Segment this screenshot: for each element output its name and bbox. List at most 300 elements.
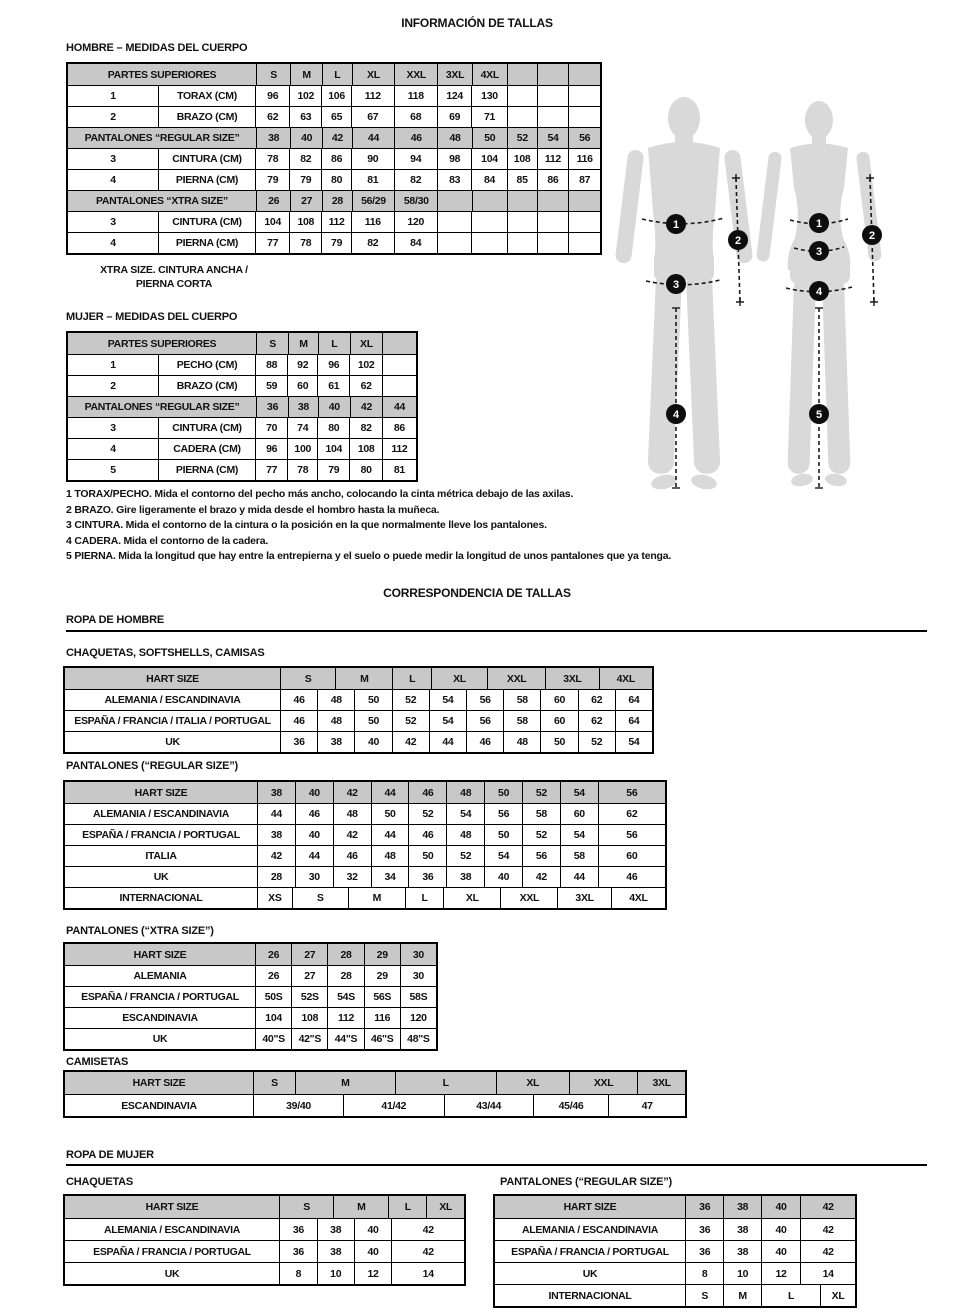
man-badge-3: 3 <box>672 279 680 291</box>
table-cell: 52 <box>408 804 446 824</box>
table-cell: 4XL <box>599 668 652 689</box>
table-cell: 41/42 <box>343 1095 444 1116</box>
table-cell: 56 <box>598 782 665 803</box>
table-cell: 116 <box>351 212 393 232</box>
table-cell: HART SIZE <box>133 948 187 961</box>
table-cell: 58 <box>503 690 540 710</box>
table-cell: ALEMANIA <box>133 970 187 982</box>
table-cell: BRAZO (CM) <box>158 376 255 396</box>
table-row <box>495 1218 855 1240</box>
table-cell <box>537 191 569 211</box>
men-pants-regular-size-table <box>63 780 667 910</box>
table-cell: 42 <box>350 397 382 417</box>
table-cell: 29 <box>364 944 400 965</box>
table-cell: XXL <box>394 64 437 85</box>
xtra-size-note <box>66 263 282 291</box>
table-cell: 84 <box>471 170 506 190</box>
table-cell: 36 <box>408 867 446 887</box>
table-cell: PIERNA (CM) <box>158 460 255 480</box>
table-row <box>65 1028 436 1049</box>
table-cell: 36 <box>685 1241 723 1262</box>
table-header-row <box>495 1196 855 1218</box>
table-cell: 44 <box>352 128 394 148</box>
table-cell: ALEMANIA / ESCANDINAVIA <box>103 1223 241 1236</box>
table-cell: 48 <box>446 825 484 845</box>
table-cell: 36 <box>279 1241 317 1262</box>
table-cell: 96 <box>255 439 287 459</box>
men-section-divider <box>66 630 927 632</box>
table-cell: 28 <box>257 867 295 887</box>
table-cell: 38 <box>723 1241 761 1262</box>
table-cell: 12 <box>761 1263 800 1284</box>
table-cell: PARTES SUPERIORES <box>107 337 217 350</box>
table-cell: PANTALONES “REGULAR SIZE” <box>84 401 240 413</box>
table-cell: 46 <box>408 825 446 845</box>
table-cell: 48 <box>317 690 354 710</box>
table-cell: 48 <box>503 732 540 752</box>
table-cell: 100 <box>287 439 317 459</box>
table-row <box>495 1262 855 1284</box>
table-cell: 58/30 <box>394 191 437 211</box>
table-cell: BRAZO (CM) <box>158 107 255 127</box>
table-cell: 38 <box>446 867 484 887</box>
table-cell: L <box>388 1196 426 1218</box>
table-cell: 116 <box>364 1008 400 1028</box>
table-cell: 112 <box>537 149 569 169</box>
table-header-row <box>68 190 600 211</box>
note-line-2: 2 BRAZO. Gire ligeramente el brazo y mida desde el hombro hasta la muñeca. <box>66 503 440 516</box>
table-cell: 30 <box>295 867 333 887</box>
man-badge-2: 2 <box>734 235 742 247</box>
table-cell: 80 <box>317 418 349 438</box>
table-cell <box>507 212 537 232</box>
page-title: INFORMACIÓN DE TALLAS <box>401 16 553 30</box>
table-cell: 86 <box>537 170 569 190</box>
table-cell: PIERNA (CM) <box>158 233 255 253</box>
table-cell: 106 <box>321 86 351 106</box>
table-cell: 80 <box>321 170 351 190</box>
table-cell: PIERNA (CM) <box>158 170 255 190</box>
table-cell: 42 <box>800 1219 855 1240</box>
table-cell: 104 <box>317 439 349 459</box>
table-cell: ESPAÑA / FRANCIA / PORTUGAL <box>93 1245 251 1258</box>
table-cell: UK <box>165 736 180 748</box>
table-cell: 42 <box>522 867 560 887</box>
table-cell: 30 <box>400 966 436 986</box>
table-cell <box>437 233 471 253</box>
women-body-measurements-table <box>66 331 418 482</box>
table-cell: 54 <box>560 825 598 845</box>
women-pants-regular-size-table <box>493 1194 857 1308</box>
table-cell: 81 <box>351 170 393 190</box>
table-header-row <box>65 944 436 965</box>
table-cell: 63 <box>289 107 321 127</box>
table-cell: 58 <box>560 846 598 866</box>
table-row <box>68 106 600 127</box>
table-cell: XL <box>426 1196 464 1218</box>
table-cell: PANTALONES “XTRA SIZE” <box>95 195 229 207</box>
table-row <box>65 1218 464 1240</box>
table-cell: M <box>295 1072 395 1094</box>
table-cell: L <box>322 64 352 85</box>
table-cell <box>537 107 569 127</box>
table-header-row <box>68 396 416 417</box>
table-cell: 32 <box>333 867 371 887</box>
table-row <box>65 866 665 887</box>
table-cell: 82 <box>351 233 393 253</box>
table-cell: 4 <box>110 237 116 249</box>
table-cell: ALEMANIA / ESCANDINAVIA <box>92 808 230 820</box>
table-cell: 38 <box>257 782 295 803</box>
table-cell: ESCANDINAVIA <box>122 1012 198 1024</box>
table-cell: 26 <box>255 966 291 986</box>
table-row <box>65 731 652 752</box>
table-cell: CADERA (CM) <box>158 439 255 459</box>
table-row <box>495 1240 855 1262</box>
table-cell: 60 <box>598 846 665 866</box>
woman-badge-4: 4 <box>815 286 823 298</box>
table-cell: XL <box>820 1285 855 1306</box>
table-row <box>65 803 665 824</box>
table-cell: 78 <box>255 149 289 169</box>
table-cell: 48"S <box>400 1029 436 1049</box>
table-cell: XS <box>257 888 292 908</box>
table-cell: 42 <box>257 846 295 866</box>
table-cell: 79 <box>255 170 289 190</box>
note-line-4: 4 CADERA. Mida el contorno de la cadera. <box>66 534 269 547</box>
table-cell: 36 <box>256 397 288 417</box>
table-cell: 58 <box>522 804 560 824</box>
man-silhouette <box>615 97 754 492</box>
table-cell: ITALIA <box>145 850 177 862</box>
table-cell: 120 <box>400 1008 436 1028</box>
table-cell: M <box>290 64 322 85</box>
table-cell: 4XL <box>611 888 665 908</box>
table-cell: 48 <box>437 128 471 148</box>
table-cell: 38 <box>317 732 354 752</box>
table-row <box>68 169 600 190</box>
table-cell <box>537 233 569 253</box>
men-jackets-label: CHAQUETAS, SOFTSHELLS, CAMISAS <box>66 647 265 659</box>
table-cell: 69 <box>437 107 471 127</box>
table-cell: 42 <box>322 128 352 148</box>
table-cell <box>507 64 537 85</box>
table-cell: 40 <box>295 825 333 845</box>
table-cell: 14 <box>391 1263 464 1284</box>
table-cell: 52 <box>578 732 615 752</box>
men-pants-regular-label: PANTALONES (“REGULAR SIZE”) <box>66 760 239 772</box>
table-cell: HART SIZE <box>132 1077 186 1089</box>
table-cell: 96 <box>255 86 289 106</box>
table-cell: 54S <box>327 987 363 1007</box>
table-cell: 30 <box>400 944 436 965</box>
table-cell: 98 <box>437 149 471 169</box>
table-header-row <box>68 333 416 354</box>
table-cell: INTERNACIONAL <box>119 892 203 904</box>
table-cell: UK <box>582 1267 598 1280</box>
table-row <box>65 1262 464 1284</box>
women-body-heading: MUJER – MEDIDAS DEL CUERPO <box>66 311 238 323</box>
men-tshirts-size-table <box>63 1070 687 1118</box>
table-cell: 108 <box>349 439 381 459</box>
table-cell: HART SIZE <box>146 672 199 685</box>
table-cell: 36 <box>685 1219 723 1240</box>
table-cell: 90 <box>351 149 393 169</box>
table-row <box>65 887 665 908</box>
table-cell: 1 <box>110 359 116 371</box>
table-cell: 78 <box>289 233 321 253</box>
table-cell: 40 <box>295 782 333 803</box>
table-row <box>68 85 600 106</box>
table-cell: M <box>335 668 392 689</box>
table-cell: 48 <box>446 782 484 803</box>
table-cell: 85 <box>507 170 537 190</box>
table-row <box>68 211 600 232</box>
table-cell: ESPAÑA / FRANCIA / PORTUGAL <box>81 991 239 1003</box>
table-cell: 79 <box>321 233 351 253</box>
table-cell <box>437 212 471 232</box>
woman-badge-5: 5 <box>815 409 823 421</box>
table-cell: S <box>280 668 335 689</box>
table-cell: 46"S <box>364 1029 400 1049</box>
table-cell <box>507 233 537 253</box>
table-cell: 50 <box>540 732 577 752</box>
table-cell: 108 <box>507 149 537 169</box>
table-cell: 102 <box>349 355 381 375</box>
table-cell: 42 <box>333 825 371 845</box>
table-cell: XL <box>443 888 500 908</box>
table-cell: PANTALONES “REGULAR SIZE” <box>84 132 240 144</box>
table-cell: 52 <box>522 825 560 845</box>
men-pants-xtra-label: PANTALONES (“XTRA SIZE”) <box>66 925 214 937</box>
table-row <box>68 438 416 459</box>
table-cell: 67 <box>351 107 393 127</box>
table-cell: XXL <box>500 888 557 908</box>
table-cell: 3XL <box>437 64 471 85</box>
table-cell: 36 <box>685 1196 723 1218</box>
table-cell: CINTURA (CM) <box>158 212 255 232</box>
table-cell: 50 <box>354 690 391 710</box>
table-cell: 120 <box>394 212 437 232</box>
table-cell <box>537 64 569 85</box>
women-pants-regular-label: PANTALONES (“REGULAR SIZE”) <box>500 1176 673 1188</box>
table-cell: 54 <box>615 732 652 752</box>
table-cell: 42 <box>391 1241 464 1262</box>
table-cell <box>568 86 600 106</box>
table-cell <box>382 376 416 396</box>
table-cell: ALEMANIA / ESCANDINAVIA <box>521 1223 659 1236</box>
table-row <box>65 965 436 986</box>
table-cell: 2 <box>110 111 116 123</box>
table-cell: 46 <box>333 846 371 866</box>
table-cell: 54 <box>484 846 522 866</box>
table-cell: 58S <box>400 987 436 1007</box>
xtra-size-note-line2: PIERNA CORTA <box>135 278 213 290</box>
table-cell: 40 <box>318 397 350 417</box>
table-row <box>68 354 416 375</box>
table-row <box>65 845 665 866</box>
woman-badge-2: 2 <box>868 230 876 242</box>
table-cell: 79 <box>289 170 321 190</box>
table-cell: 112 <box>321 212 351 232</box>
xtra-size-note-line1: XTRA SIZE. CINTURA ANCHA / <box>100 264 248 276</box>
table-cell <box>568 191 600 211</box>
table-cell: 50S <box>255 987 291 1007</box>
table-cell <box>568 64 600 85</box>
table-cell: 44 <box>257 804 295 824</box>
table-cell: HART SIZE <box>563 1201 617 1213</box>
table-cell: 112 <box>327 1008 363 1028</box>
table-header-row <box>65 782 665 803</box>
table-cell <box>437 191 471 211</box>
table-cell: XL <box>431 668 487 689</box>
table-cell: 84 <box>394 233 437 253</box>
table-cell: 38 <box>288 397 318 417</box>
table-cell: 50 <box>408 846 446 866</box>
table-cell <box>382 333 416 354</box>
table-cell: 42 <box>391 1219 464 1240</box>
table-cell: 87 <box>568 170 600 190</box>
table-row <box>65 1240 464 1262</box>
table-header-row <box>65 668 652 689</box>
table-cell: 47 <box>608 1095 685 1116</box>
table-cell: 88 <box>255 355 287 375</box>
table-row <box>65 710 652 731</box>
table-cell: 96 <box>317 355 349 375</box>
table-header-row <box>68 64 600 85</box>
table-cell: 56 <box>598 825 665 845</box>
table-cell: PARTES SUPERIORES <box>107 68 217 81</box>
table-cell: ESPAÑA / FRANCIA / PORTUGAL <box>82 829 240 841</box>
table-cell: 50 <box>354 711 391 731</box>
table-cell: 27 <box>291 966 327 986</box>
table-cell: 102 <box>289 86 321 106</box>
table-cell: 42 <box>392 732 429 752</box>
table-cell: S <box>685 1285 723 1306</box>
men-pants-xtra-size-table <box>63 942 438 1051</box>
table-cell: 50 <box>484 782 522 803</box>
table-cell <box>471 212 506 232</box>
table-cell: 44 <box>371 782 409 803</box>
correspondence-heading: CORRESPONDENCIA DE TALLAS <box>383 586 571 600</box>
table-cell: 82 <box>289 149 321 169</box>
table-cell: 112 <box>351 86 393 106</box>
table-cell: 38 <box>723 1196 761 1218</box>
table-row <box>68 148 600 169</box>
table-cell: 86 <box>321 149 351 169</box>
note-line-3: 3 CINTURA. Mida el contorno de la cintura o la posición en la que normalmente lleve los pantalones. <box>66 519 547 532</box>
table-cell: 42"S <box>291 1029 327 1049</box>
table-cell: 61 <box>317 376 349 396</box>
table-cell: 27 <box>290 191 322 211</box>
table-cell: XL <box>352 64 394 85</box>
table-cell: 56 <box>568 128 600 148</box>
table-cell: 40 <box>354 1241 392 1262</box>
table-cell: 50 <box>371 804 409 824</box>
table-cell: XL <box>350 333 382 354</box>
table-cell: 45/46 <box>533 1095 609 1116</box>
table-cell: 44 <box>371 825 409 845</box>
table-cell: 80 <box>349 460 381 480</box>
table-cell: HART SIZE <box>134 786 188 799</box>
table-cell: 60 <box>287 376 317 396</box>
table-cell: 46 <box>408 782 446 803</box>
table-cell: 46 <box>280 711 317 731</box>
note-line-5: 5 PIERNA. Mida la longitud que hay entre la entrepierna y el suelo o puede medir la longitud de unos pantalones que ya tenga. <box>66 550 672 563</box>
table-cell: 52 <box>507 128 537 148</box>
table-cell: TORAX (CM) <box>158 86 255 106</box>
table-cell: 46 <box>280 690 317 710</box>
table-cell: L <box>392 668 430 689</box>
man-badge-4: 4 <box>672 409 680 421</box>
table-cell: ESPAÑA / FRANCIA / ITALIA / PORTUGAL <box>74 715 271 727</box>
table-cell: 34 <box>371 867 409 887</box>
table-cell: 62 <box>255 107 289 127</box>
table-row <box>68 459 416 480</box>
table-cell: 4XL <box>472 64 507 85</box>
table-cell: S <box>292 888 348 908</box>
table-cell: HART SIZE <box>145 1201 199 1213</box>
table-cell: M <box>288 333 318 354</box>
table-cell: 74 <box>287 418 317 438</box>
table-cell: L <box>318 333 350 354</box>
table-cell: 40 <box>290 128 322 148</box>
table-cell <box>471 233 506 253</box>
table-cell: 94 <box>394 149 437 169</box>
table-cell: 26 <box>255 944 291 965</box>
table-cell: 112 <box>382 439 416 459</box>
body-measurement-figures <box>612 92 952 497</box>
table-cell: 40 <box>354 732 391 752</box>
table-cell: 92 <box>287 355 317 375</box>
table-cell: 68 <box>394 107 437 127</box>
table-cell: 52 <box>392 711 429 731</box>
table-cell: 77 <box>255 460 287 480</box>
table-cell: 40 <box>761 1241 800 1262</box>
table-header-row <box>68 127 600 148</box>
table-cell: 79 <box>317 460 349 480</box>
women-section-divider <box>66 1164 927 1166</box>
table-row <box>495 1284 855 1306</box>
table-cell: 59 <box>255 376 287 396</box>
table-cell: 50 <box>484 825 522 845</box>
table-cell: 38 <box>317 1241 354 1262</box>
table-cell: ESPAÑA / FRANCIA / PORTUGAL <box>511 1245 669 1258</box>
table-cell: 10 <box>723 1263 761 1284</box>
table-cell: 62 <box>578 711 615 731</box>
table-cell: CINTURA (CM) <box>158 149 255 169</box>
table-cell: 39/40 <box>253 1095 343 1116</box>
table-cell: 38 <box>257 825 295 845</box>
table-cell: 44 <box>560 867 598 887</box>
table-cell: 118 <box>394 86 437 106</box>
table-cell <box>507 191 537 211</box>
table-cell: 46 <box>598 867 665 887</box>
table-cell: 70 <box>255 418 287 438</box>
table-cell: M <box>348 888 405 908</box>
women-jackets-size-table <box>63 1194 466 1286</box>
table-cell: UK <box>153 871 169 883</box>
table-cell: 40 <box>761 1219 800 1240</box>
table-cell: 54 <box>537 128 569 148</box>
table-cell: 82 <box>349 418 381 438</box>
table-cell: 36 <box>280 732 317 752</box>
man-badge-1: 1 <box>672 219 680 231</box>
table-cell: 60 <box>540 711 577 731</box>
table-cell: INTERNACIONAL <box>548 1289 632 1302</box>
table-cell <box>382 355 416 375</box>
table-cell: 104 <box>255 1008 291 1028</box>
